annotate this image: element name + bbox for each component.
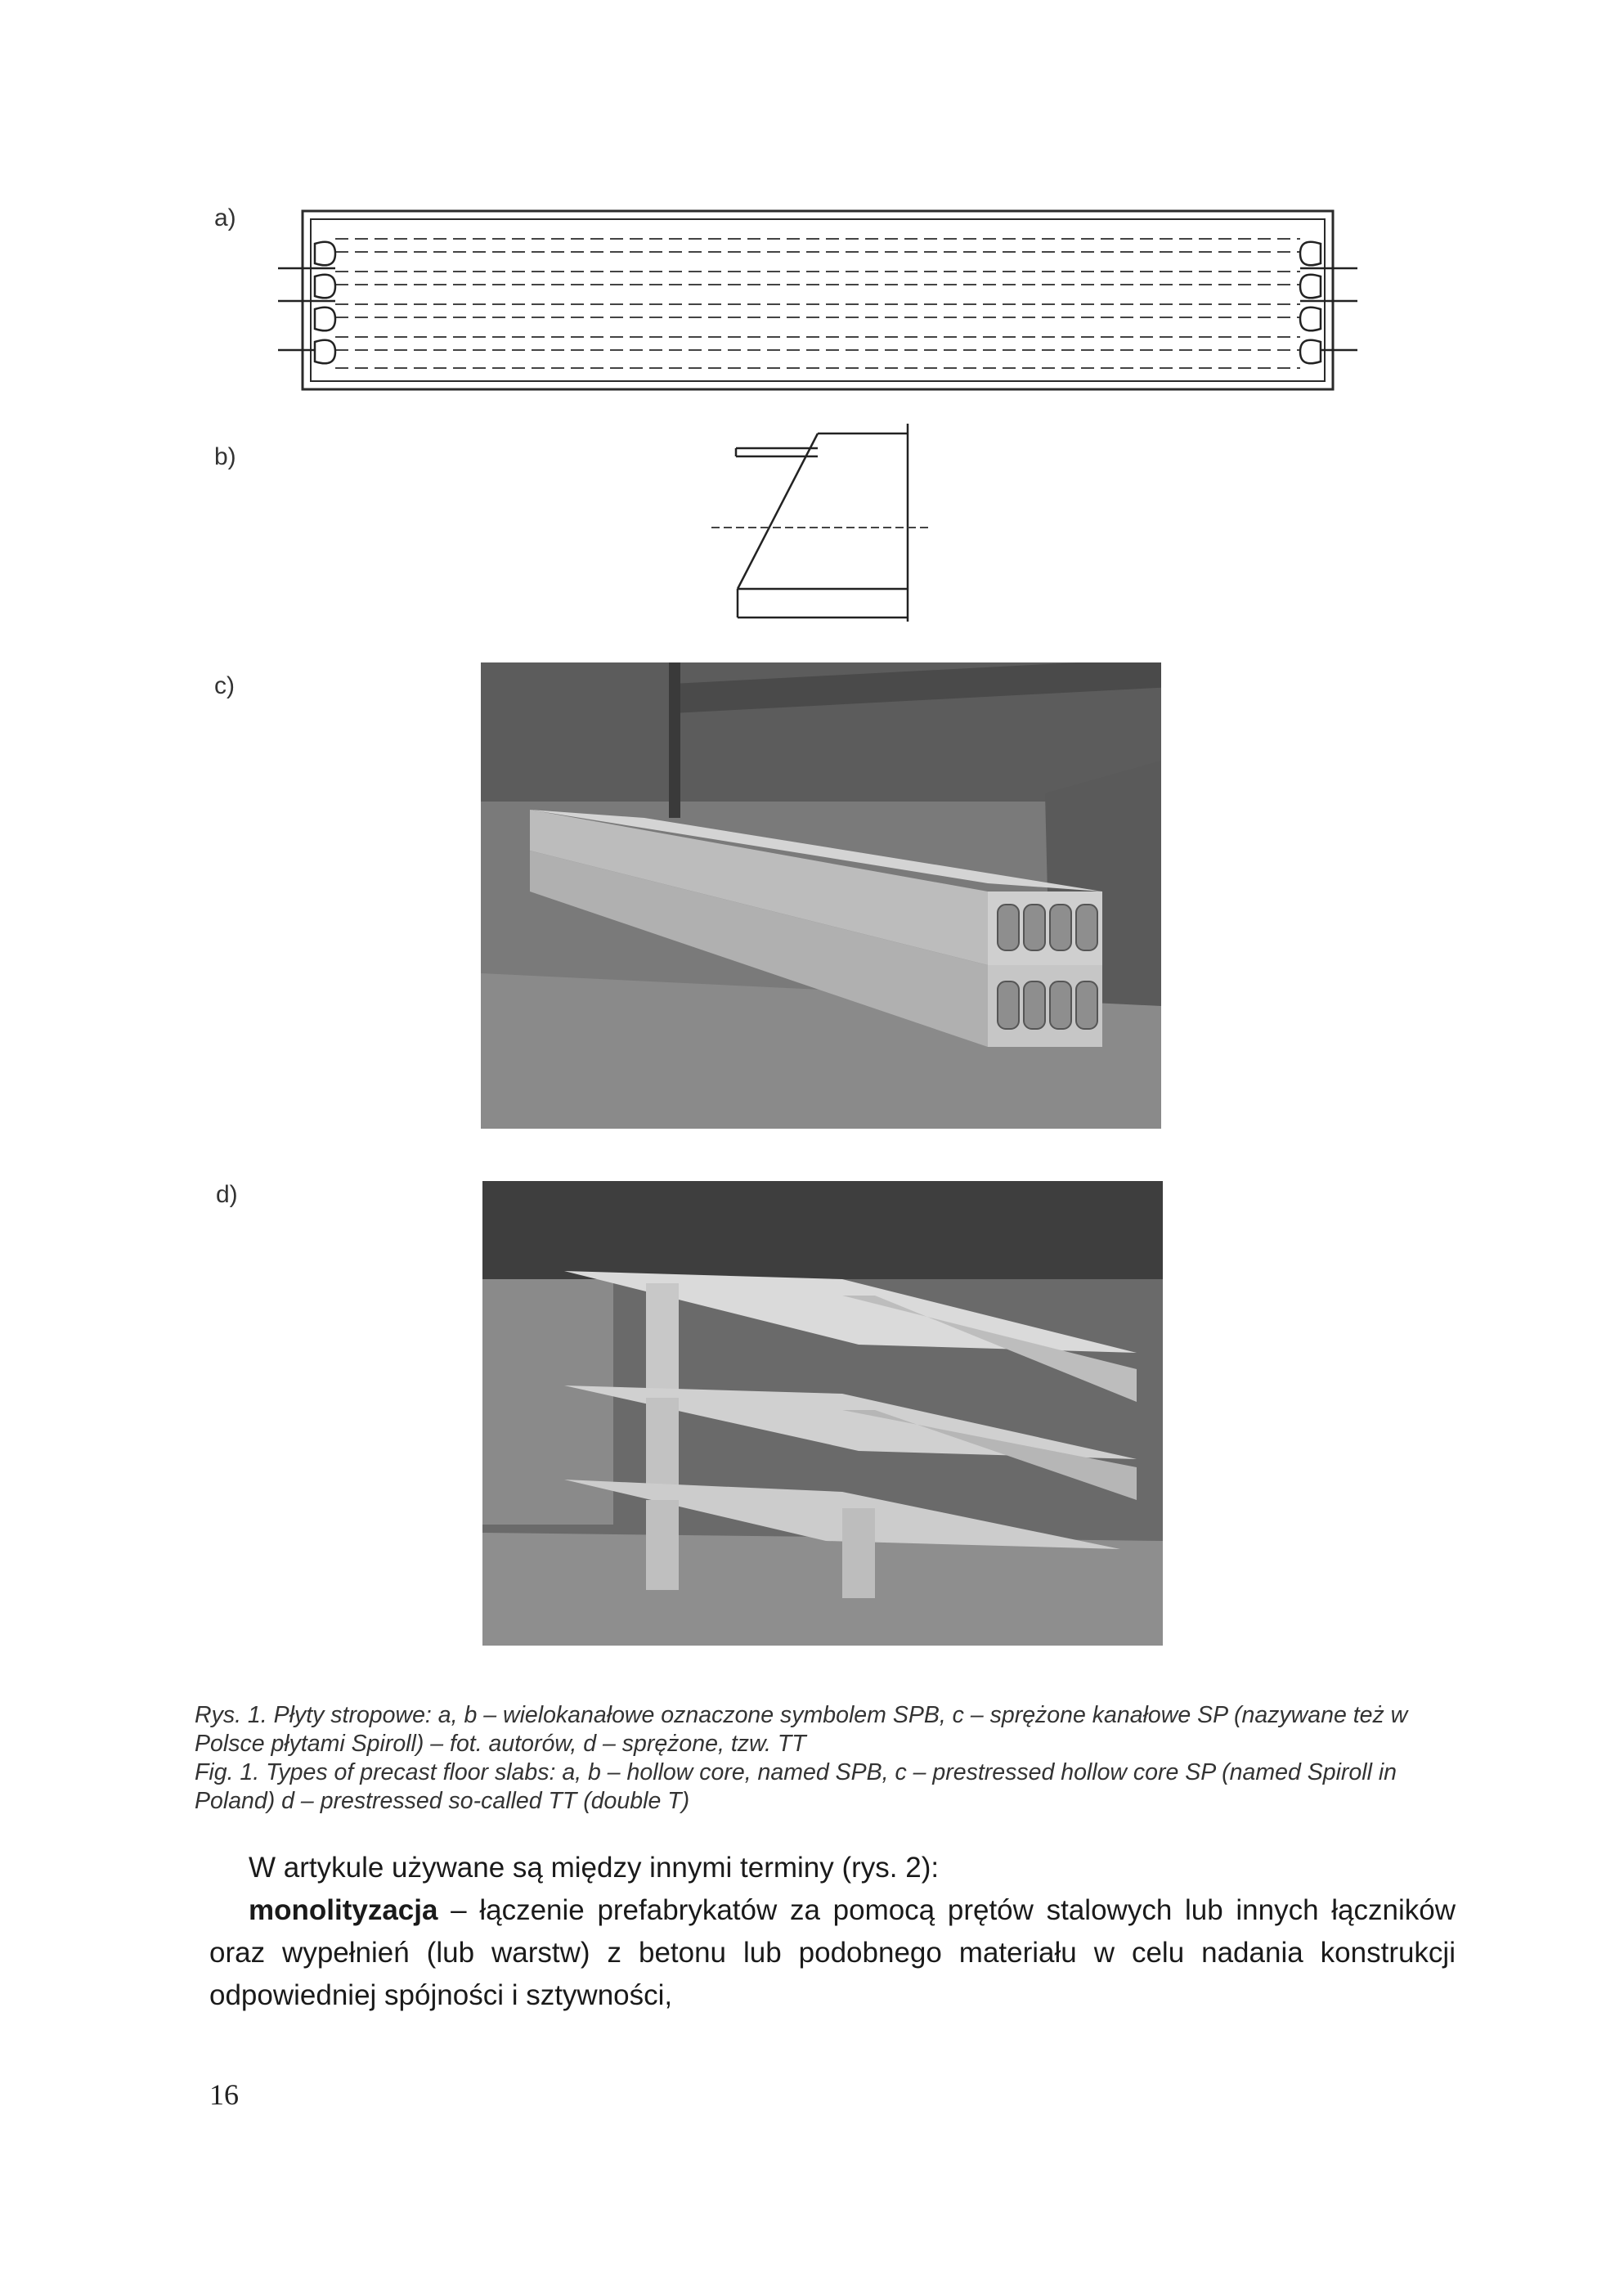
figure-label-b: b) — [214, 443, 236, 470]
figure-label-a: a) — [214, 204, 236, 231]
definition-paragraph — [209, 1889, 1456, 2017]
caption-polish: Rys. 1. Płyty stropowe: a, b – wielokanałowe oznaczone symbolem SPB, c – sprężone kanałowe SP (nazywane też w Polsce płytami Spiroll) – fot. autorów, d – sprężone, tzw. TT — [195, 1702, 1408, 1757]
caption-english: Fig. 1. Types of precast floor slabs: a, b – hollow core, named SPB, c – prestressed hollow core SP (named Spiroll in Poland) d – prestressed so-called TT (double T) — [195, 1759, 1397, 1814]
body-text — [209, 1847, 1456, 2017]
figure-label-d: d) — [216, 1181, 238, 1208]
term-definition: – łączenie prefabrykatów za pomocą prętów stalowych lub innych łączników oraz wypełnień (lub warstw) z betonu lub podobnego materiału w celu nadania konstrukcji odpowiedniej spójności i sztywności, — [209, 1894, 1456, 2011]
photo-double-t-slabs — [482, 1181, 1163, 1646]
page-number: 16 — [209, 2078, 239, 2111]
photo-hollow-core-slabs — [481, 662, 1161, 1129]
figure-label-c: c) — [214, 672, 235, 699]
intro-paragraph: W artykule używane są między innymi terminy (rys. 2): — [249, 1852, 940, 1884]
term-monolityzacja: monolityzacja — [249, 1894, 438, 1926]
hollow-core-slab-drawing — [278, 204, 1357, 401]
slab-section-drawing — [703, 417, 949, 630]
figure-caption — [195, 1701, 1454, 1816]
